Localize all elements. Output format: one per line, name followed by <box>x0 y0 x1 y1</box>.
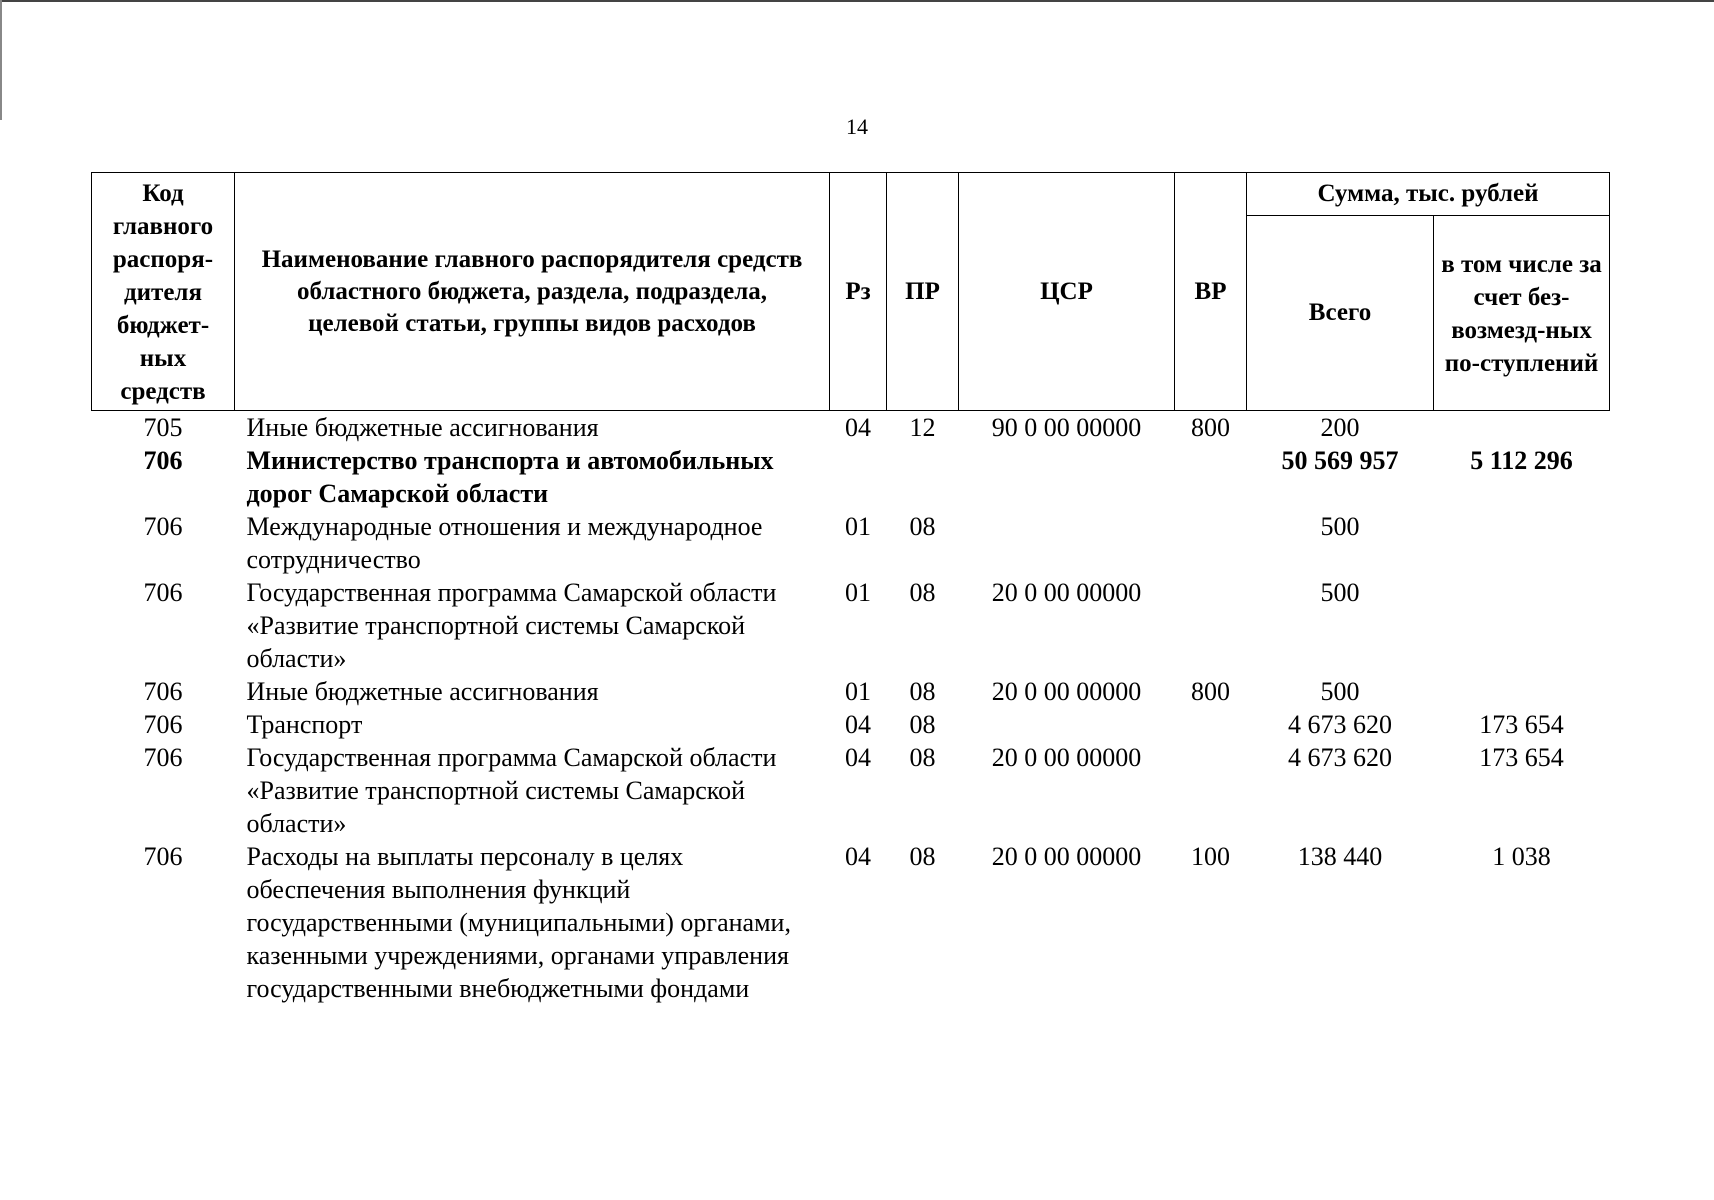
cell-total: 4 673 620 <box>1288 743 1392 772</box>
cell-free: 173 654 <box>1479 743 1564 772</box>
table-body <box>92 411 1610 1006</box>
cell-csr: 20 0 00 00000 <box>991 743 1142 772</box>
cell-free <box>1434 411 1610 445</box>
cell-total: 500 <box>1320 512 1360 541</box>
cell-pr: 08 <box>909 512 936 541</box>
page-number: 14 <box>846 114 868 139</box>
cell-vr <box>1175 576 1247 675</box>
table-row <box>92 741 1610 840</box>
cell-csr <box>959 444 1175 510</box>
cell-name: Государственная программа Самарской области «Развитие транспортной системы Самарской области» <box>246 578 777 673</box>
cell-csr: 20 0 00 00000 <box>991 677 1142 706</box>
cell-name: Расходы на выплаты персоналу в целях обеспечения выполнения функций государственными (муниципальными) органами, казенными учреждениями, органами управления государственными внебюджетными фондами <box>246 842 791 1003</box>
cell-rz: 04 <box>845 413 871 442</box>
header-total: Всего <box>1247 216 1434 411</box>
header-vr: ВР <box>1175 173 1247 411</box>
cell-vr <box>1175 510 1247 576</box>
cell-rz <box>830 444 887 510</box>
cell-free: 1 038 <box>1492 842 1551 871</box>
cell-vr: 100 <box>1191 842 1230 871</box>
budget-table <box>91 172 1610 1005</box>
header-rz: Рз <box>830 173 887 411</box>
cell-code: 706 <box>143 743 183 772</box>
table-row <box>92 840 1610 1005</box>
cell-csr <box>959 510 1175 576</box>
cell-name: Государственная программа Самарской области «Развитие транспортной системы Самарской области» <box>246 743 777 838</box>
cell-csr: 90 0 00 00000 <box>991 413 1142 442</box>
cell-total: 4 673 620 <box>1288 710 1392 739</box>
cell-free <box>1434 576 1610 675</box>
cell-name: Иные бюджетные ассигнования <box>246 677 599 706</box>
header-code: Код главного распоря-дителя бюджет-ных средств <box>92 173 235 411</box>
cell-csr: 20 0 00 00000 <box>991 578 1142 607</box>
cell-free <box>1434 510 1610 576</box>
table-row <box>92 576 1610 675</box>
table-row <box>92 510 1610 576</box>
cell-pr: 08 <box>909 842 936 871</box>
cell-rz: 01 <box>845 677 871 706</box>
cell-vr <box>1175 708 1247 741</box>
cell-vr: 800 <box>1191 413 1230 442</box>
cell-rz: 04 <box>845 743 871 772</box>
table-row <box>92 708 1610 741</box>
header-free: в том числе за счет без-возмезд-ных по-ступлений <box>1434 216 1610 411</box>
cell-pr: 08 <box>909 710 936 739</box>
cell-total: 50 569 957 <box>1281 446 1399 475</box>
cell-pr: 08 <box>909 578 936 607</box>
cell-total: 500 <box>1320 677 1360 706</box>
cell-vr <box>1175 741 1247 840</box>
cell-vr: 800 <box>1191 677 1230 706</box>
cell-csr <box>959 708 1175 741</box>
cell-name: Международные отношения и международное сотрудничество <box>246 512 763 574</box>
cell-name: Транспорт <box>246 710 363 739</box>
cell-code: 706 <box>143 710 183 739</box>
cell-total: 500 <box>1320 578 1360 607</box>
cell-free <box>1434 675 1610 708</box>
cell-code: 706 <box>143 842 183 871</box>
header-pr: ПР <box>887 173 959 411</box>
cell-free: 173 654 <box>1479 710 1564 739</box>
table-header <box>92 173 1610 411</box>
cell-code: 706 <box>143 578 183 607</box>
cell-name: Министерство транспорта и автомобильных дорог Самарской области <box>246 446 774 508</box>
cell-pr <box>887 444 959 510</box>
header-sum: Сумма, тыс. рублей <box>1247 173 1610 216</box>
table-row <box>92 444 1610 510</box>
cell-pr: 08 <box>909 677 936 706</box>
cell-rz: 01 <box>845 578 871 607</box>
header-name: Наименование главного распорядителя средств областного бюджета, раздела, подраздела, целевой статьи, группы видов расходов <box>235 173 830 411</box>
cell-vr <box>1175 444 1247 510</box>
table-row <box>92 675 1610 708</box>
scan-left-edge <box>0 0 2 120</box>
cell-total: 138 440 <box>1297 842 1383 871</box>
scan-top-edge <box>0 0 1714 2</box>
cell-free: 5 112 296 <box>1470 446 1573 475</box>
cell-total: 200 <box>1320 413 1360 442</box>
cell-pr: 08 <box>909 743 936 772</box>
cell-rz: 01 <box>845 512 871 541</box>
table-row <box>92 411 1610 445</box>
cell-code: 705 <box>143 413 183 442</box>
cell-code: 706 <box>143 677 183 706</box>
cell-code: 706 <box>143 512 183 541</box>
cell-name: Иные бюджетные ассигнования <box>246 413 599 442</box>
header-csr: ЦСР <box>959 173 1175 411</box>
cell-rz: 04 <box>845 842 871 871</box>
cell-code: 706 <box>143 446 183 475</box>
cell-rz: 04 <box>845 710 871 739</box>
cell-pr: 12 <box>909 413 936 442</box>
cell-csr: 20 0 00 00000 <box>991 842 1142 871</box>
